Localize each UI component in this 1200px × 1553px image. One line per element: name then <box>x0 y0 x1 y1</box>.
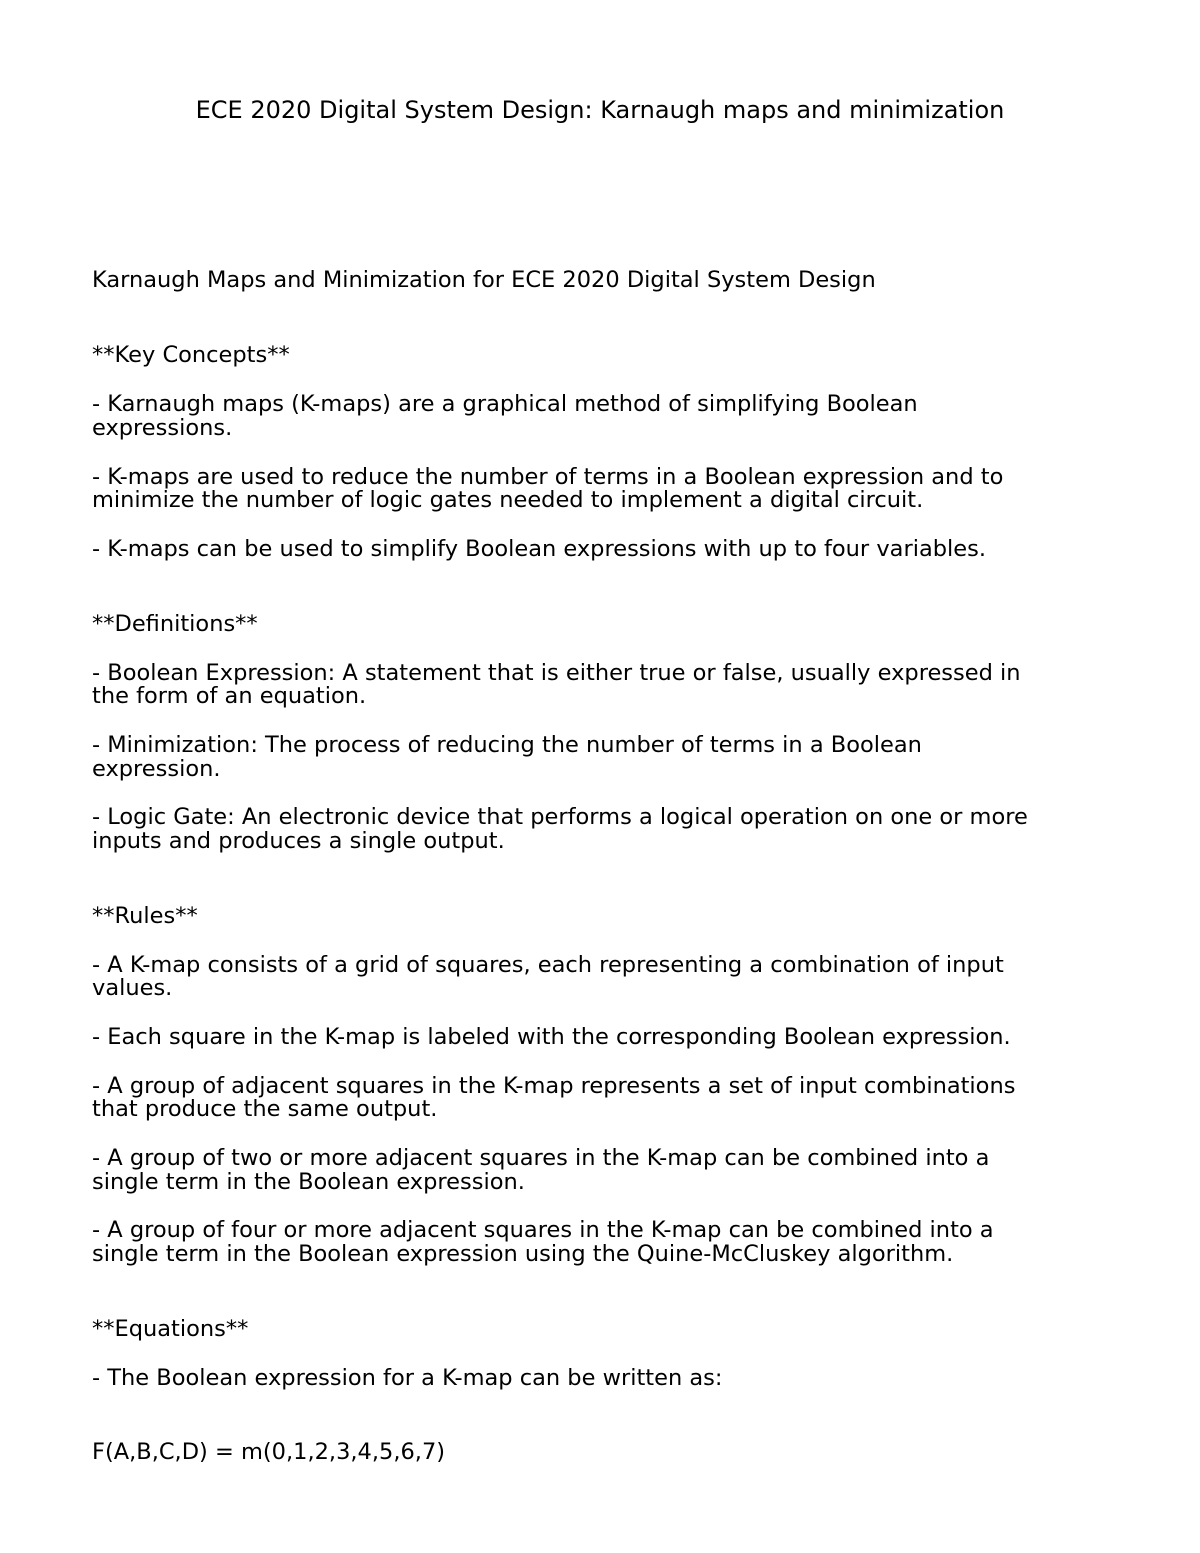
definition-2-line-1: - Minimization: The process of reducing the number of terms in a Boolean <box>92 732 922 758</box>
definition-1-line-2: the form of an equation. <box>92 683 367 709</box>
document-subtitle: Karnaugh Maps and Minimization for ECE 2020 Digital System Design <box>92 267 876 293</box>
rule-5-line-1: - A group of four or more adjacent squares in the K-map can be combined into a <box>92 1217 994 1243</box>
definitions-heading: **Definitions** <box>92 611 258 637</box>
rule-4-line-1: - A group of two or more adjacent squares in the K-map can be combined into a <box>92 1145 990 1171</box>
rule-5-line-2: single term in the Boolean expression using the Quine-McCluskey algorithm. <box>92 1241 954 1267</box>
definition-1-line-1: - Boolean Expression: A statement that is either true or false, usually expressed in <box>92 660 1021 686</box>
key-concept-3-line-1: - K-maps can be used to simplify Boolean expressions with up to four variables. <box>92 536 986 562</box>
key-concept-2-line-2: minimize the number of logic gates needed to implement a digital circuit. <box>92 487 924 513</box>
definition-2-line-2: expression. <box>92 756 221 782</box>
definition-3-line-2: inputs and produces a single output. <box>92 828 505 854</box>
document-title: ECE 2020 Digital System Design: Karnaugh maps and minimization <box>195 96 1005 124</box>
rule-1-line-1: - A K-map consists of a grid of squares, each representing a combination of input <box>92 952 1004 978</box>
equations-heading: **Equations** <box>92 1316 249 1342</box>
equation-1-line-1: - The Boolean expression for a K-map can be written as: <box>92 1365 723 1391</box>
definition-3-line-1: - Logic Gate: An electronic device that performs a logical operation on one or more <box>92 804 1028 830</box>
key-concepts-heading: **Key Concepts** <box>92 342 290 368</box>
rules-heading: **Rules** <box>92 903 198 929</box>
rule-3-line-2: that produce the same output. <box>92 1096 438 1122</box>
rule-3-line-1: - A group of adjacent squares in the K-map represents a set of input combinations <box>92 1073 1016 1099</box>
equation-formula: F(A,B,C,D) = m(0,1,2,3,4,5,6,7) <box>92 1439 446 1465</box>
rule-2-line-1: - Each square in the K-map is labeled with the corresponding Boolean expression. <box>92 1024 1011 1050</box>
rule-1-line-2: values. <box>92 975 173 1001</box>
rule-4-line-2: single term in the Boolean expression. <box>92 1169 525 1195</box>
key-concept-1-line-1: - Karnaugh maps (K-maps) are a graphical method of simplifying Boolean <box>92 391 918 417</box>
key-concept-1-line-2: expressions. <box>92 415 233 441</box>
key-concept-2-line-1: - K-maps are used to reduce the number of terms in a Boolean expression and to <box>92 464 1004 490</box>
